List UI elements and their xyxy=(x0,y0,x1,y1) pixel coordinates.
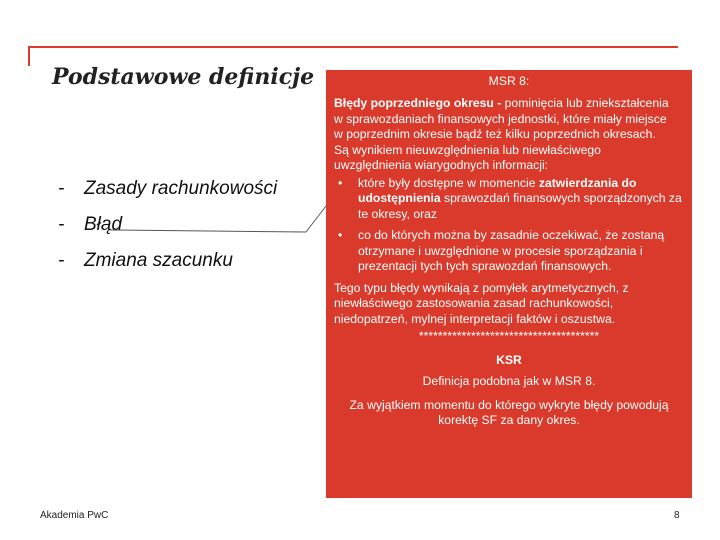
definition-text: pominięcia lub zniekształcenia w sprawozdaniach finansowych jednostki, które miały miejsce w poprzednim okresie bądź też kilku poprzednich okresach. Są wynikiem nieuwzględnienia lub niewłaściwego uwzględnienia wiarygodnych informacji: xyxy=(334,96,669,172)
list-item-label: Błąd xyxy=(84,214,123,235)
list-item xyxy=(326,228,684,275)
bullet-dot: • xyxy=(338,228,343,242)
footer-brand: Akademia PwC xyxy=(40,510,109,521)
definition-bullets xyxy=(326,176,692,275)
list-item-label: Zasady rachunkowości xyxy=(84,178,278,199)
list-dash: - xyxy=(58,214,65,235)
page-title: Podstawowe definicje xyxy=(52,64,315,90)
ksr-text: Definicja podobna jak w MSR 8. xyxy=(422,374,596,388)
bullet-text: które były dostępne w momencie xyxy=(358,175,539,190)
definition-paragraph xyxy=(334,96,674,174)
ksr-heading: KSR xyxy=(496,352,522,367)
bullet-bold-text: zatwierdzania do udostępnienia xyxy=(358,175,637,205)
connector-diagonal xyxy=(306,206,326,232)
list-dash: - xyxy=(58,178,65,199)
definition-panel xyxy=(326,70,692,498)
bullet-text-end: sprawozdań finansowych sporządzonych za te okresy, oraz xyxy=(358,191,682,221)
panel-heading: MSR 8: xyxy=(488,74,530,88)
definition-term: Błędy poprzedniego okresu - xyxy=(334,96,502,110)
connector-underline xyxy=(110,230,306,232)
bullet-dot: • xyxy=(338,175,343,190)
errors-paragraph: Tego typu błędy wynikają z pomyłek arytmetycznych, z niewłaściwego zastosowania zasad rachunkowości, niedopatrzeń, mylnej interpretacji faktów i oszustwa. xyxy=(334,280,629,326)
bullet-text: co do których można by zasadnie oczekiwać, że zostaną otrzymane i uwzględnione w procesie sporządzania i prezentacji tych tych sprawozdań finansowych. xyxy=(358,228,665,273)
list-dash: - xyxy=(58,250,65,271)
list-item xyxy=(326,176,684,223)
page-number: 8 xyxy=(674,510,680,521)
list-item-label: Zmiana szacunku xyxy=(84,250,233,271)
ksr-note: Za wyjątkiem momentu do którego wykryte błędy powodują korektę SF za dany okres. xyxy=(349,397,669,427)
star-separator: ************************************** xyxy=(418,329,600,343)
